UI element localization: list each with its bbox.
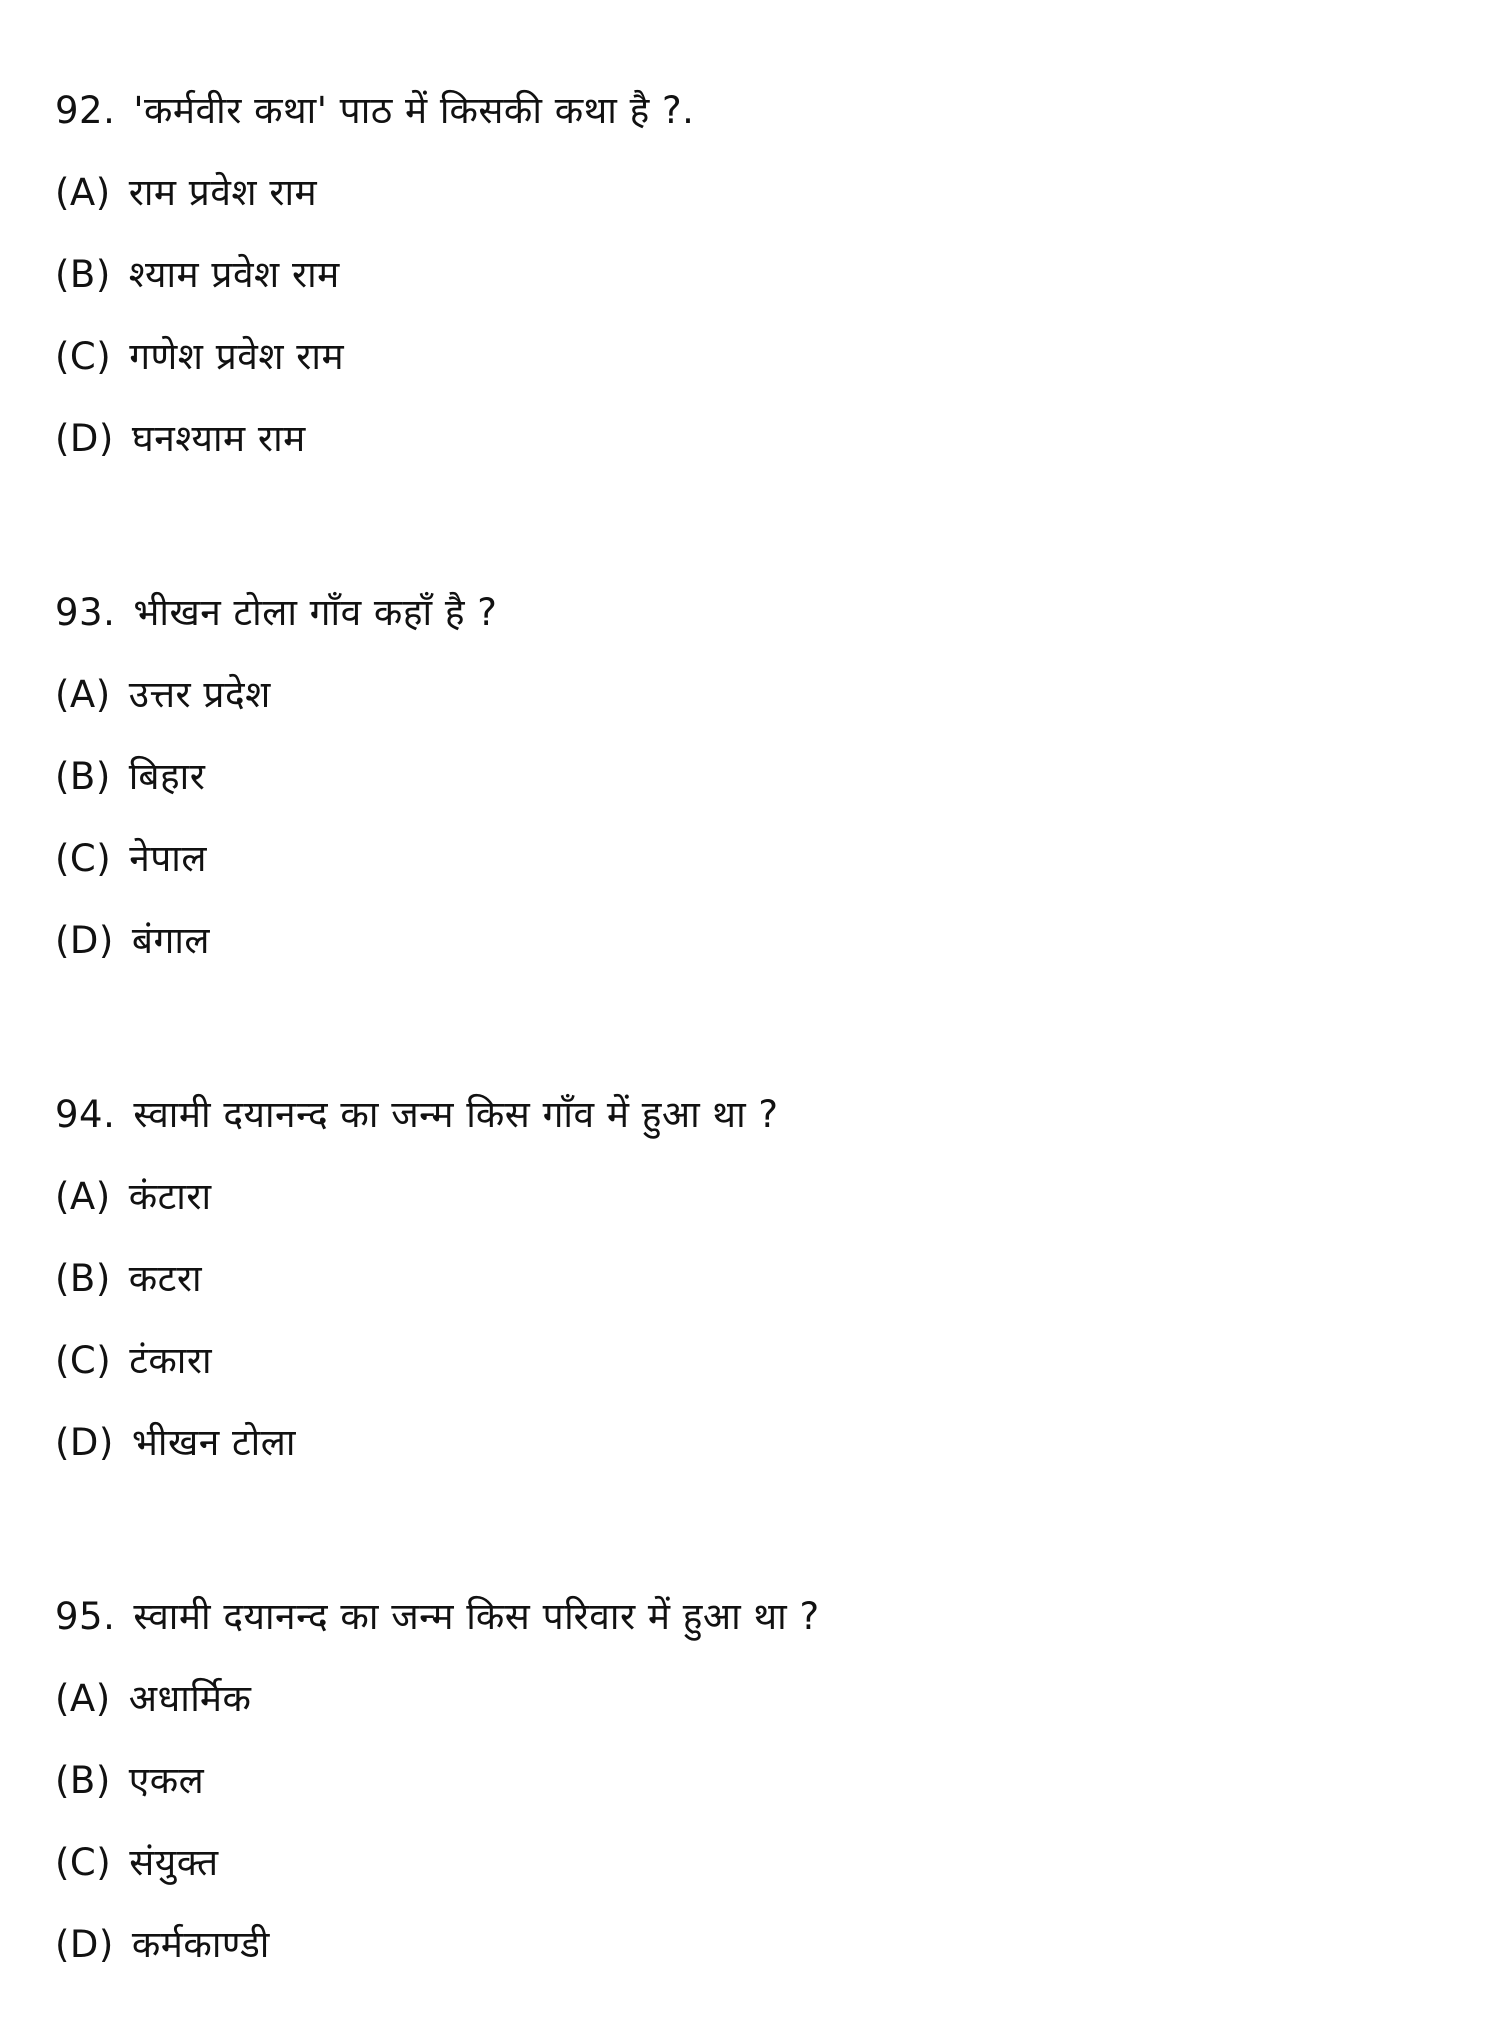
option-c[interactable] <box>55 818 1455 900</box>
option-label: गणेश प्रवेश राम <box>129 335 345 378</box>
option-label: घनश्याम राम <box>131 417 306 460</box>
option-b[interactable] <box>55 1238 1455 1320</box>
option-label: उत्तर प्रदेश <box>128 673 271 716</box>
question-block-92 <box>55 70 1455 480</box>
option-d[interactable] <box>55 398 1455 480</box>
option-c[interactable] <box>55 316 1455 398</box>
option-key: (B) <box>55 1759 111 1802</box>
option-key: (C) <box>55 1841 112 1884</box>
question-label: भीखन टोला गाँव कहाँ है ? <box>133 591 498 634</box>
option-a[interactable] <box>55 1658 1455 1740</box>
option-key: (D) <box>55 919 114 962</box>
option-label: नेपाल <box>129 837 207 880</box>
option-key: (C) <box>55 335 112 378</box>
question-number: 95. <box>55 1595 116 1638</box>
option-d[interactable] <box>55 1904 1455 1986</box>
question-number: 93. <box>55 591 116 634</box>
option-key: (D) <box>55 417 114 460</box>
question-number: 94. <box>55 1093 116 1136</box>
option-label: भीखन टोला <box>131 1421 296 1464</box>
option-key: (C) <box>55 1339 112 1382</box>
option-c[interactable] <box>55 1320 1455 1402</box>
option-d[interactable] <box>55 1402 1455 1484</box>
option-label: एकल <box>128 1759 205 1802</box>
option-key: (C) <box>55 837 112 880</box>
question-label: 'कर्मवीर कथा' पाठ में किसकी कथा है ?. <box>133 89 695 132</box>
option-label: श्याम प्रवेश राम <box>128 253 340 296</box>
option-label: टंकारा <box>129 1339 213 1382</box>
option-label: बिहार <box>128 755 206 798</box>
option-b[interactable] <box>55 736 1455 818</box>
question-text <box>55 572 1455 654</box>
question-block-94 <box>55 1074 1455 1484</box>
option-key: (B) <box>55 253 111 296</box>
option-label: कटरा <box>128 1257 203 1300</box>
question-label: स्वामी दयानन्द का जन्म किस परिवार में हुआ था ? <box>133 1595 820 1638</box>
option-b[interactable] <box>55 234 1455 316</box>
question-text <box>55 70 1455 152</box>
option-d[interactable] <box>55 900 1455 982</box>
option-a[interactable] <box>55 1156 1455 1238</box>
question-block-95 <box>55 1576 1455 1986</box>
option-key: (A) <box>55 673 111 716</box>
question-sheet <box>55 70 1455 1986</box>
question-number: 92. <box>55 89 116 132</box>
question-text <box>55 1576 1455 1658</box>
option-key: (A) <box>55 1175 111 1218</box>
option-key: (A) <box>55 171 111 214</box>
option-key: (B) <box>55 755 111 798</box>
option-label: बंगाल <box>131 919 211 962</box>
question-block-93 <box>55 572 1455 982</box>
question-label: स्वामी दयानन्द का जन्म किस गाँव में हुआ था ? <box>133 1093 779 1136</box>
option-label: अधार्मिक <box>128 1677 252 1720</box>
option-label: संयुक्त <box>129 1841 219 1884</box>
option-key: (D) <box>55 1421 114 1464</box>
option-label: राम प्रवेश राम <box>128 171 318 214</box>
option-key: (D) <box>55 1923 114 1966</box>
option-a[interactable] <box>55 654 1455 736</box>
option-a[interactable] <box>55 152 1455 234</box>
question-text <box>55 1074 1455 1156</box>
option-b[interactable] <box>55 1740 1455 1822</box>
option-label: कंटारा <box>128 1175 212 1218</box>
option-key: (A) <box>55 1677 111 1720</box>
option-label: कर्मकाण्डी <box>131 1923 270 1966</box>
option-c[interactable] <box>55 1822 1455 1904</box>
option-key: (B) <box>55 1257 111 1300</box>
